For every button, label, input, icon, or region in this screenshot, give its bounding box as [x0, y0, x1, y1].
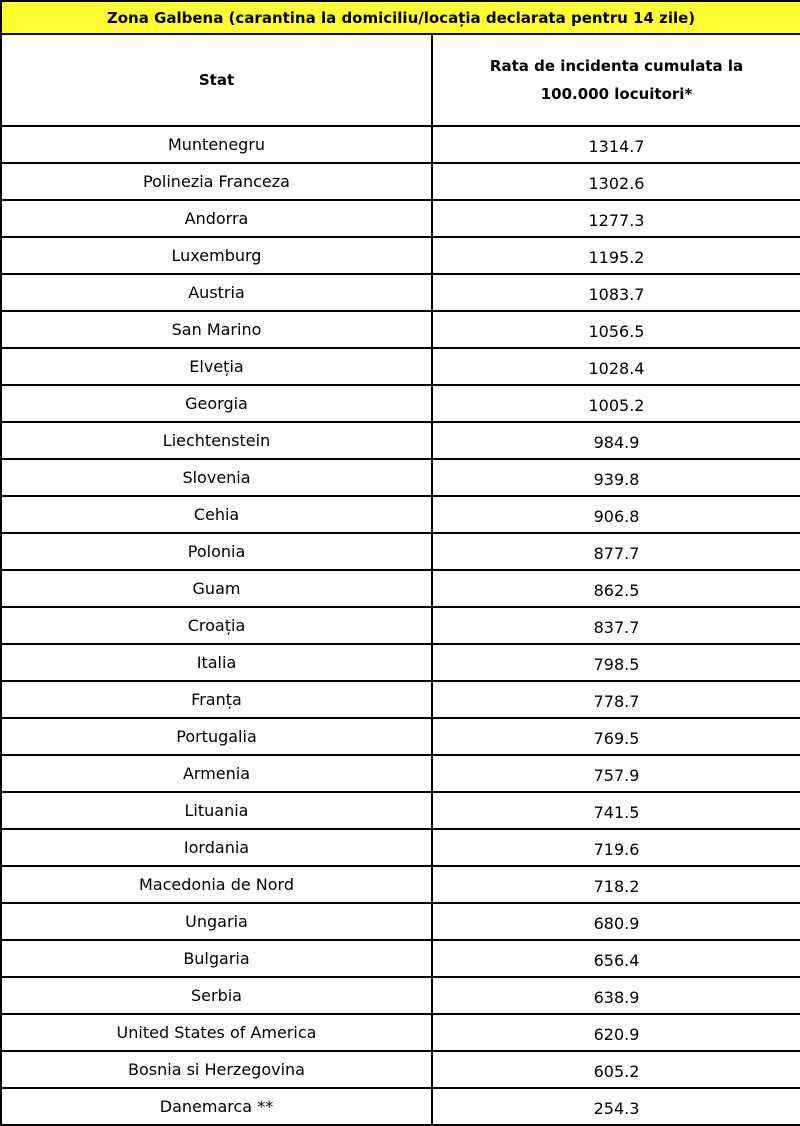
table-row — [1, 570, 800, 607]
country-cell: Elveția — [1, 348, 432, 385]
rate-cell: 620.9 — [432, 1014, 800, 1051]
rate-cell: 769.5 — [432, 718, 800, 755]
rate-cell: 837.7 — [432, 607, 800, 644]
table-row — [1, 718, 800, 755]
country-cell: Polinezia Franceza — [1, 163, 432, 200]
table-row — [1, 866, 800, 903]
table-row — [1, 533, 800, 570]
table-row — [1, 163, 800, 200]
rate-cell: 1302.6 — [432, 163, 800, 200]
country-cell: Ungaria — [1, 903, 432, 940]
rate-cell: 1277.3 — [432, 200, 800, 237]
rate-cell: 1028.4 — [432, 348, 800, 385]
table-row — [1, 459, 800, 496]
country-cell: Danemarca ** — [1, 1088, 432, 1125]
table-row — [1, 385, 800, 422]
table-title: Zona Galbena (carantina la domiciliu/locația declarata pentru 14 zile) — [1, 1, 800, 34]
table-row — [1, 311, 800, 348]
country-cell: United States of America — [1, 1014, 432, 1051]
table-row — [1, 348, 800, 385]
rate-cell: 1083.7 — [432, 274, 800, 311]
table-row — [1, 422, 800, 459]
table-row — [1, 644, 800, 681]
rate-cell: 718.2 — [432, 866, 800, 903]
rate-cell: 1314.7 — [432, 126, 800, 163]
rate-cell: 656.4 — [432, 940, 800, 977]
country-cell: Austria — [1, 274, 432, 311]
country-cell: Serbia — [1, 977, 432, 1014]
country-cell: Franța — [1, 681, 432, 718]
country-cell: Bulgaria — [1, 940, 432, 977]
country-cell: San Marino — [1, 311, 432, 348]
table-row — [1, 940, 800, 977]
country-cell: Cehia — [1, 496, 432, 533]
rate-cell: 1005.2 — [432, 385, 800, 422]
table-row — [1, 903, 800, 940]
rate-cell: 605.2 — [432, 1051, 800, 1088]
country-cell: Bosnia si Herzegovina — [1, 1051, 432, 1088]
rate-cell: 254.3 — [432, 1088, 800, 1125]
country-cell: Georgia — [1, 385, 432, 422]
country-cell: Portugalia — [1, 718, 432, 755]
rate-cell: 862.5 — [432, 570, 800, 607]
country-cell: Polonia — [1, 533, 432, 570]
table-row — [1, 681, 800, 718]
rate-cell: 798.5 — [432, 644, 800, 681]
rate-header-line2: 100.000 locuitori* — [540, 85, 693, 103]
country-column-header: Stat — [1, 34, 432, 126]
rate-cell: 1056.5 — [432, 311, 800, 348]
rate-cell: 638.9 — [432, 977, 800, 1014]
rate-column-header — [432, 34, 800, 126]
rate-cell: 939.8 — [432, 459, 800, 496]
table-row — [1, 977, 800, 1014]
table-row — [1, 792, 800, 829]
table-row — [1, 1088, 800, 1125]
country-cell: Iordania — [1, 829, 432, 866]
country-cell: Andorra — [1, 200, 432, 237]
country-cell: Lituania — [1, 792, 432, 829]
country-cell: Slovenia — [1, 459, 432, 496]
rate-cell: 906.8 — [432, 496, 800, 533]
table-row — [1, 237, 800, 274]
table-row — [1, 829, 800, 866]
table-row — [1, 496, 800, 533]
table-row — [1, 1014, 800, 1051]
country-cell: Guam — [1, 570, 432, 607]
rate-cell: 719.6 — [432, 829, 800, 866]
table-row — [1, 126, 800, 163]
table-row — [1, 607, 800, 644]
country-cell: Luxemburg — [1, 237, 432, 274]
rate-header-line1: Rata de incidenta cumulata la — [489, 57, 744, 75]
country-cell: Croația — [1, 607, 432, 644]
rate-cell: 877.7 — [432, 533, 800, 570]
country-cell: Muntenegru — [1, 126, 432, 163]
table-body — [1, 126, 800, 1125]
rate-cell: 680.9 — [432, 903, 800, 940]
rate-cell: 984.9 — [432, 422, 800, 459]
header-row — [1, 34, 800, 126]
title-row — [1, 1, 800, 34]
country-cell: Armenia — [1, 755, 432, 792]
table-row — [1, 200, 800, 237]
country-cell: Italia — [1, 644, 432, 681]
rate-cell: 1195.2 — [432, 237, 800, 274]
country-cell: Macedonia de Nord — [1, 866, 432, 903]
rate-cell: 741.5 — [432, 792, 800, 829]
rate-cell: 757.9 — [432, 755, 800, 792]
table-row — [1, 1051, 800, 1088]
country-cell: Liechtenstein — [1, 422, 432, 459]
table-row — [1, 274, 800, 311]
rate-cell: 778.7 — [432, 681, 800, 718]
table-row — [1, 755, 800, 792]
